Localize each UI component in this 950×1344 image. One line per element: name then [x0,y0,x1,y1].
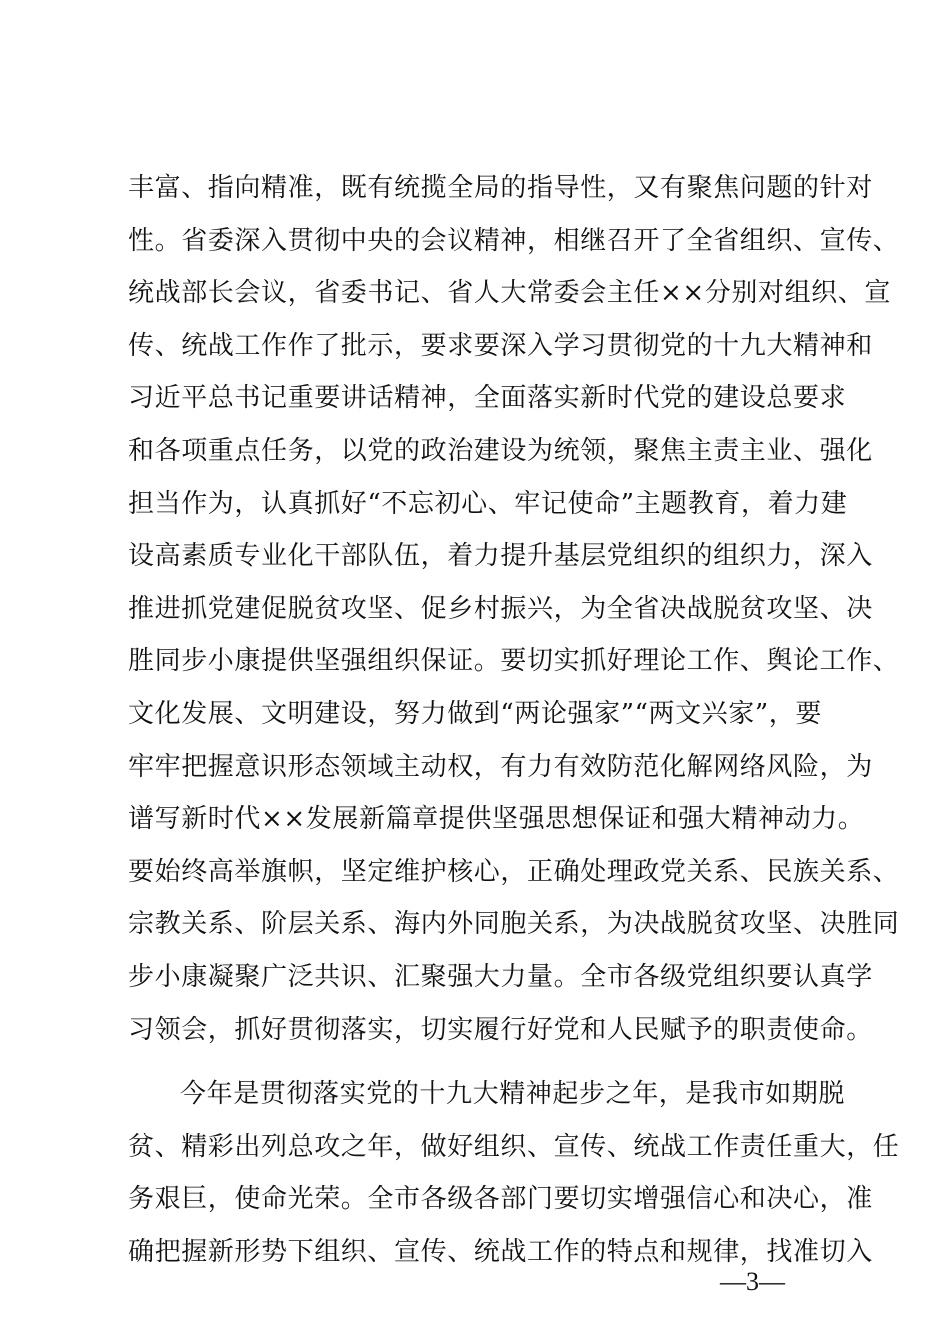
text-line: 要始终高举旗帜，坚定维护核心，正确处理政党关系、民族关系、 [128,856,900,887]
text-line: 习近平总书记重要讲话精神，全面落实新时代党的建设总要求 [128,383,847,414]
text-line: 传、统战工作作了批示，要求要深入学习贯彻党的十九大精神和 [128,330,873,361]
text-line: 务艰巨，使命光荣。全市各级各部门要切实增强信心和决心，准 [128,1184,873,1215]
paragraph-gap [128,1056,828,1068]
text-line: 习领会，抓好贯彻落实，切实履行好党和人民赋予的职责使命。 [128,1014,873,1045]
text-line: 性。省委深入贯彻中央的会议精神，相继召开了全省组织、宣传、 [128,225,900,256]
text-line: 步小康凝聚广泛共识、汇聚强大力量。全市各级党组织要认真学 [128,961,873,992]
text-line: 确把握新形势下组织、宣传、统战工作的特点和规律，找准切入 [128,1236,873,1267]
text-line: 丰富、指向精准，既有统揽全局的指导性，又有聚焦问题的针对 [128,173,873,203]
text-line: 统战部长会议，省委书记、省人大常委会主任××分别对组织、宣 [128,278,891,309]
text-line: 宗教关系、阶层关系、海内外同胞关系，为决战脱贫攻坚、决胜同 [128,909,900,940]
text-line: 贫、精彩出列总攻之年，做好组织、宣传、统战工作责任重大，任 [128,1131,900,1162]
text-line: 今年是贯彻落实党的十九大精神起步之年，是我市如期脱 [180,1079,846,1110]
text-line: 文化发展、文明建设，努力做到“两论强家”“两文兴家”，要 [128,698,822,729]
body-text [128,162,900,1278]
text-line: 谱写新时代××发展新篇章提供坚强思想保证和强大精神动力。 [128,804,865,835]
text-line: 和各项重点任务，以党的政治建设为统领，聚焦主责主业、强化 [128,435,873,466]
text-line: 牢牢把握意识形态领域主动权，有力有效防范化解网络风险，为 [128,751,873,782]
paragraph-1 [128,162,900,1056]
text-line: 担当作为，认真抓好“不忘初心、牢记使命”主题教育，着力建 [128,488,848,519]
text-line: 设高素质专业化干部队伍，着力提升基层党组织的组织力，深入 [128,541,873,572]
text-line: 胜同步小康提供坚强组织保证。要切实抓好理论工作、舆论工作、 [128,646,900,677]
page-number: —3— [720,1267,785,1296]
paragraph-2 [128,1068,900,1278]
text-line: 推进抓党建促脱贫攻坚、促乡村振兴，为全省决战脱贫攻坚、决 [128,593,873,624]
